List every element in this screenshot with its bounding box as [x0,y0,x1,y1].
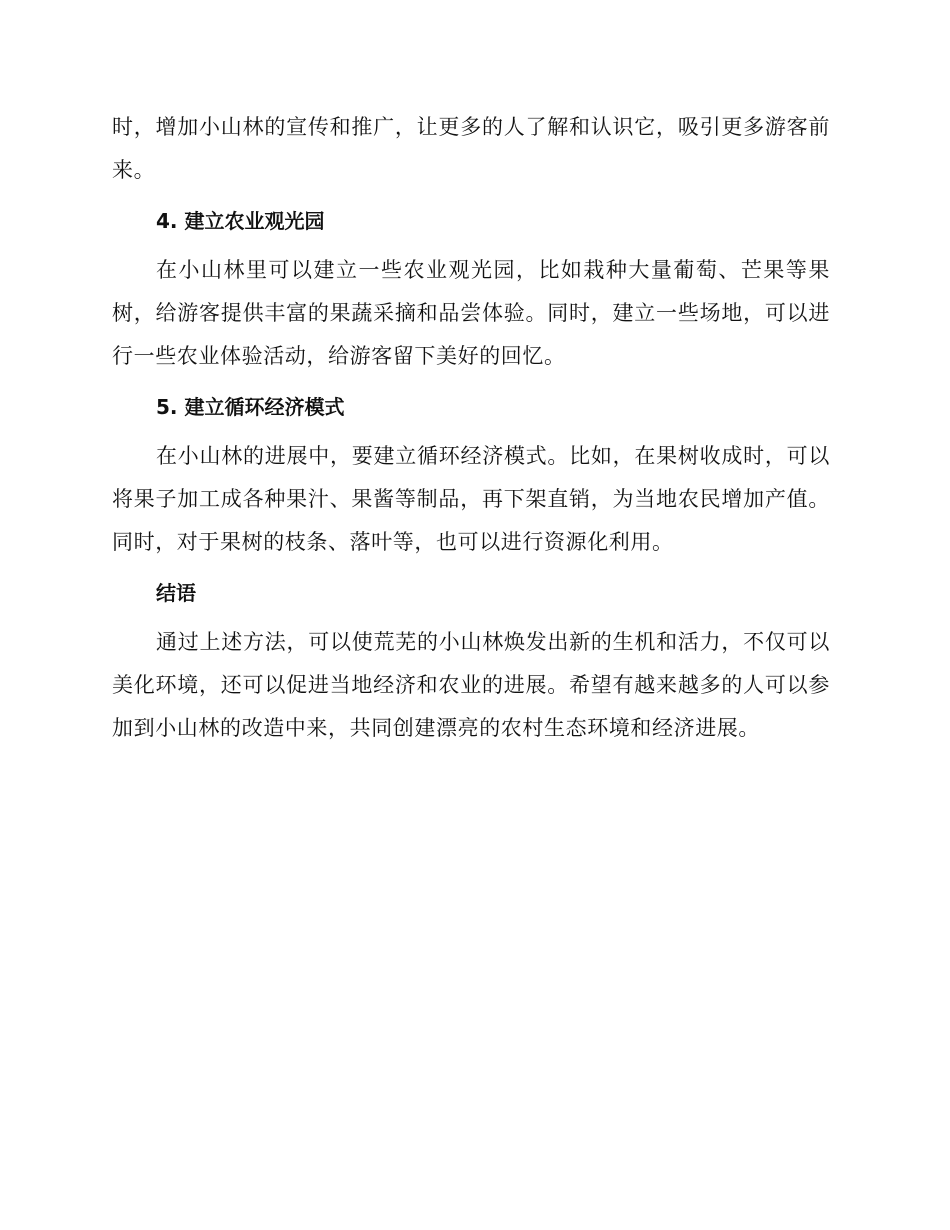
paragraph-continuation: 时，增加小山林的宣传和推广，让更多的人了解和认识它，吸引更多游客前来。 [112,115,830,182]
section-heading-circular-economy: 5. 建立循环经济模式 [156,395,345,419]
paragraph-circular-economy: 在小山林的进展中，要建立循环经济模式。比如，在果树收成时，可以将果子加工成各种果汁、果酱等制品，再下架直销，为当地农民增加产值。同时，对于果树的枝条、落叶等，也可以进行资源化利用。 [112,444,830,554]
paragraph-conclusion: 通过上述方法，可以使荒芜的小山林焕发出新的生机和活力，不仅可以美化环境，还可以促进当地经济和农业的进展。希望有越来越多的人可以参加到小山林的改造中来，共同创建漂亮的农村生态环境和经济进展。 [112,630,830,740]
paragraph-agri-tourism: 在小山林里可以建立一些农业观光园，比如栽种大量葡萄、芒果等果树，给游客提供丰富的果蔬采摘和品尝体验。同时，建立一些场地，可以进行一些农业体验活动，给游客留下美好的回忆。 [112,258,830,368]
section-heading-conclusion: 结语 [156,581,196,605]
document-page [112,106,830,750]
section-heading-agri-tourism: 4. 建立农业观光园 [156,209,325,233]
